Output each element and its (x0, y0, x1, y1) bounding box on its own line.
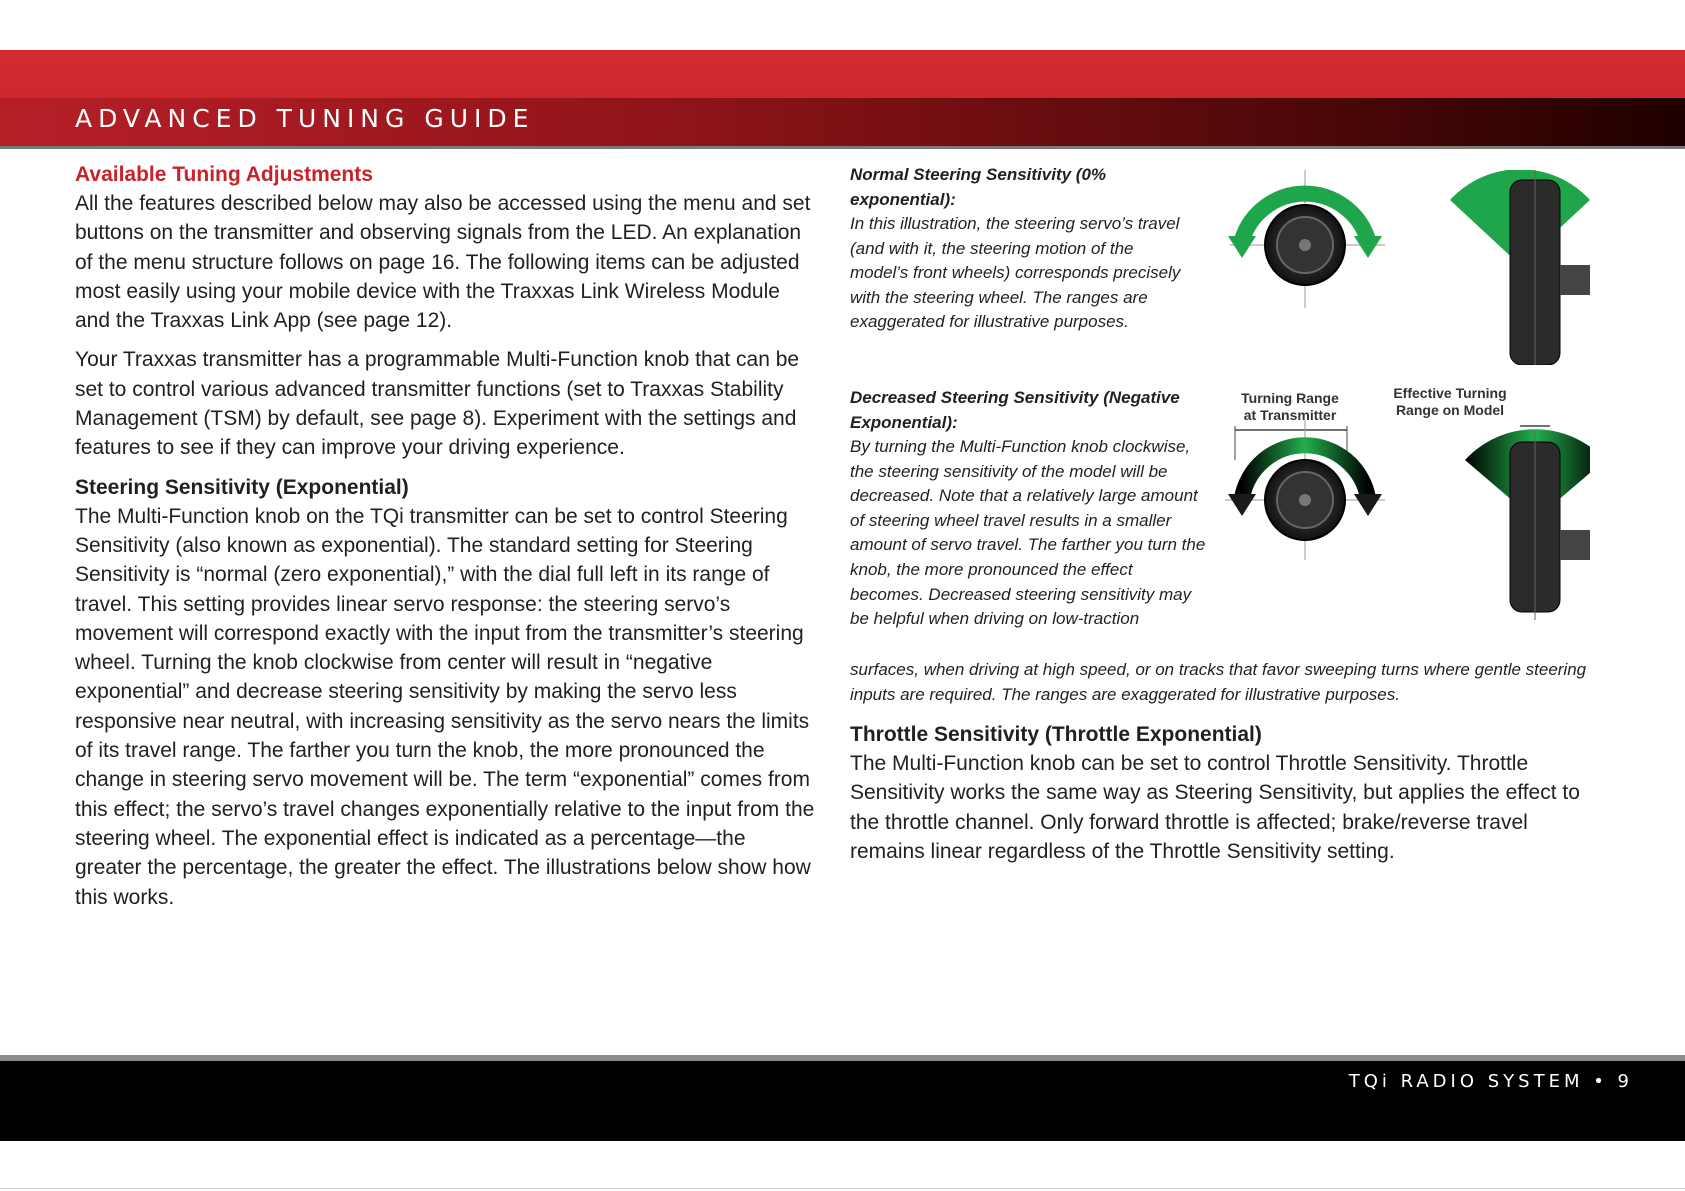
throttle-section (850, 720, 1590, 876)
throttle-paragraph: The Multi-Function knob can be set to control Throttle Sensitivity. Throttle Sensitivity works the same way as Steering Sensitivity, but applies the effect to the throttle channel. Only forward throttle is affected; brake/reverse travel remains linear regardless of the Throttle Sensitivity setting. (850, 752, 1580, 863)
bottom-rule (0, 1188, 1685, 1189)
header-divider (0, 146, 1685, 149)
intro-paragraph: All the features described below may also be accessed using the menu and set buttons on the transmitter and observing signals from the LED. An explanation of the menu structure follows on page 16. The following items can be adjusted most easily using your mobile device with the Traxxas Link Wireless Module and the Traxxas Link App (see page 12). (75, 192, 811, 333)
available-tuning-title: Available Tuning Adjustments (75, 163, 373, 186)
steering-paragraph: The Multi-Function knob on the TQi transmitter can be set to control Steering Sensitivity (also known as exponential). The standard setting for Steering Sensitivity is “normal (zero exponential),” with the dial full left in its range of travel. This setting provides linear servo response: the steering servo’s movement will correspond exactly with the input from the transmitter’s steering wheel. Turning the knob clockwise from center will result in “negative exponential” and decrease steering sensitivity by making the servo less responsive near neutral, with increasing sensitivity as the servo nears the limits of its travel range. The farther you turn the knob, the more pronounced the change in steering servo movement will be. The term “exponential” comes from this effect; the servo’s travel changes exponentially relative to the input from the steering wheel. The exponential effect is indicated as a percentage—the greater the percentage, the greater the effect. The illustrations below show how this works. (75, 504, 815, 909)
normal-steering-caption (850, 162, 1190, 335)
normal-steering-text: In this illustration, the steering servo’s travel (and with it, the steering motion of the model’s front wheels) corresponds precisely with the steering wheel. The ranges are exaggerated for illustrative purposes. (850, 214, 1181, 332)
steering-wheel-icon (1228, 170, 1385, 308)
page-header-title: ADVANCED TUNING GUIDE (75, 104, 535, 133)
normal-steering-title: Normal Steering Sensitivity (0% exponential): (850, 165, 1107, 209)
decreased-steering-text: By turning the Multi-Function knob clockwise, the steering sensitivity of the model will be decreased. Note that a relatively large amount of steering wheel travel results in a smaller amount of servo travel. The farther you turn the knob, the more pronounced the effect becomes. Decreased steering sensitivity may be helpful when driving on low-traction (850, 437, 1206, 629)
steering-sensitivity-title: Steering Sensitivity (Exponential) (75, 475, 409, 499)
decreased-steering-continued (850, 658, 1590, 707)
decreased-steering-text-cont: surfaces, when driving at high speed, or on tracks that favor sweeping turns where gentle steering inputs are required. The ranges are exaggerated for illustrative purposes. (850, 660, 1587, 704)
knob-paragraph: Your Traxxas transmitter has a programmable Multi-Function knob that can be set to control various advanced transmitter functions (set to Traxxas Stability Management (TSM) by default, see page 8). Experiment with the settings and features to see if they can improve your driving experience. (75, 348, 800, 460)
normal-steering-illustration (1220, 170, 1590, 365)
throttle-sensitivity-title: Throttle Sensitivity (Throttle Exponential) (850, 723, 1262, 746)
decreased-steering-caption (850, 385, 1210, 632)
steering-wheel-icon-2 (1225, 420, 1385, 560)
footer-page-label: TQi RADIO SYSTEM • 9 (1348, 1071, 1633, 1092)
left-column (75, 160, 815, 922)
label-model-range: Effective Turning Range on Model (1393, 385, 1507, 418)
model-wheel-icon-2 (1465, 426, 1590, 620)
label-transmitter-range: Turning Range at Transmitter (1241, 390, 1339, 423)
decreased-steering-title: Decreased Steering Sensitivity (Negative Exponential): (850, 388, 1180, 432)
model-wheel-icon (1450, 170, 1590, 365)
decreased-steering-illustration (1220, 420, 1590, 620)
